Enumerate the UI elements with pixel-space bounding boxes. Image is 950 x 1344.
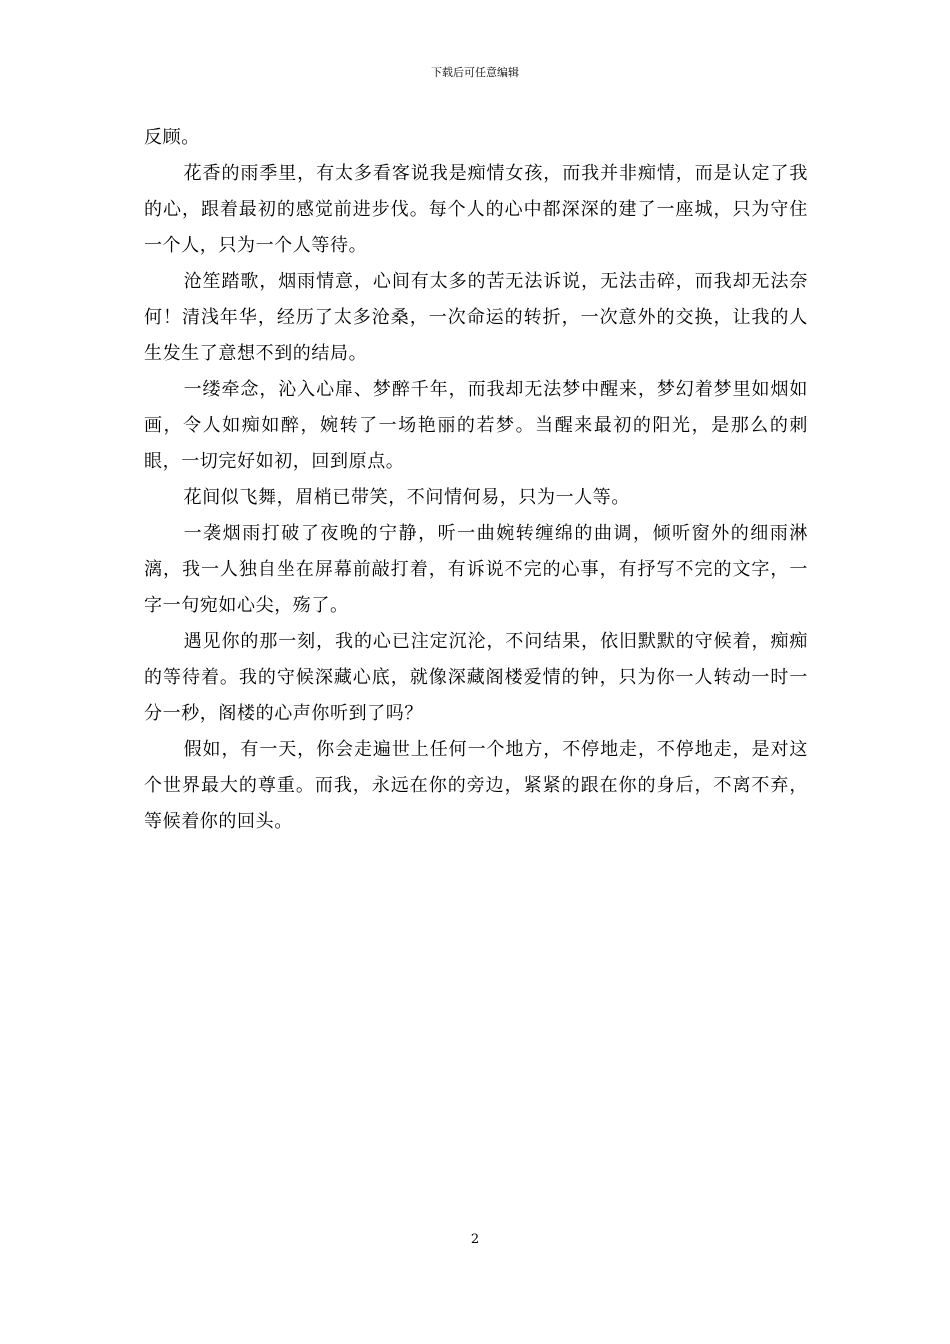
paragraph: 一袭烟雨打破了夜晚的宁静，听一曲婉转缠绵的曲调，倾听窗外的细雨淋漓，我一人独自坐在屏幕前敲打着，有诉说不完的心事，有抒写不完的文字，一字一句宛如心尖，殇了。	[144, 523, 808, 616]
paragraph: 花香的雨季里，有太多看客说我是痴情女孩，而我并非痴情，而是认定了我的心，跟着最初的感觉前进步伐。每个人的心中都深深的建了一座城，只为守住一个人，只为一个人等待。	[144, 163, 808, 256]
paragraph: 一缕牵念，沁入心扉、梦醉千年，而我却无法梦中醒来，梦幻着梦里如烟如画，令人如痴如醉，婉转了一场艳丽的若梦。当醒来最初的阳光，是那么的刺眼，一切完好如初，回到原点。	[144, 379, 808, 472]
paragraph: 沧笙踏歌，烟雨情意，心间有太多的苦无法诉说，无法击碎，而我却无法奈何！清浅年华，经历了太多沧桑，一次命运的转折，一次意外的交换，让我的人生发生了意想不到的结局。	[144, 271, 808, 364]
paragraph: 反顾。	[144, 127, 200, 148]
page-number: 2	[470, 1232, 480, 1247]
paragraph: 花间似飞舞，眉梢已带笑，不问情何易，只为一人等。	[183, 487, 630, 508]
page-header: 下载后可任意编辑	[431, 66, 519, 79]
document-body	[144, 120, 808, 840]
paragraph: 遇见你的那一刻，我的心已注定沉沦，不问结果，依旧默默的守候着，痴痴的等待着。我的守候深藏心底，就像深藏阁楼爱情的钟，只为你一人转动一时一分一秒，阁楼的心声你听到了吗？	[144, 631, 808, 724]
paragraph: 假如，有一天，你会走遍世上任何一个地方，不停地走，不停地走，是对这个世界最大的尊重。而我，永远在你的旁边，紧紧的跟在你的身后，不离不弃，等候着你的回头。	[144, 739, 808, 832]
